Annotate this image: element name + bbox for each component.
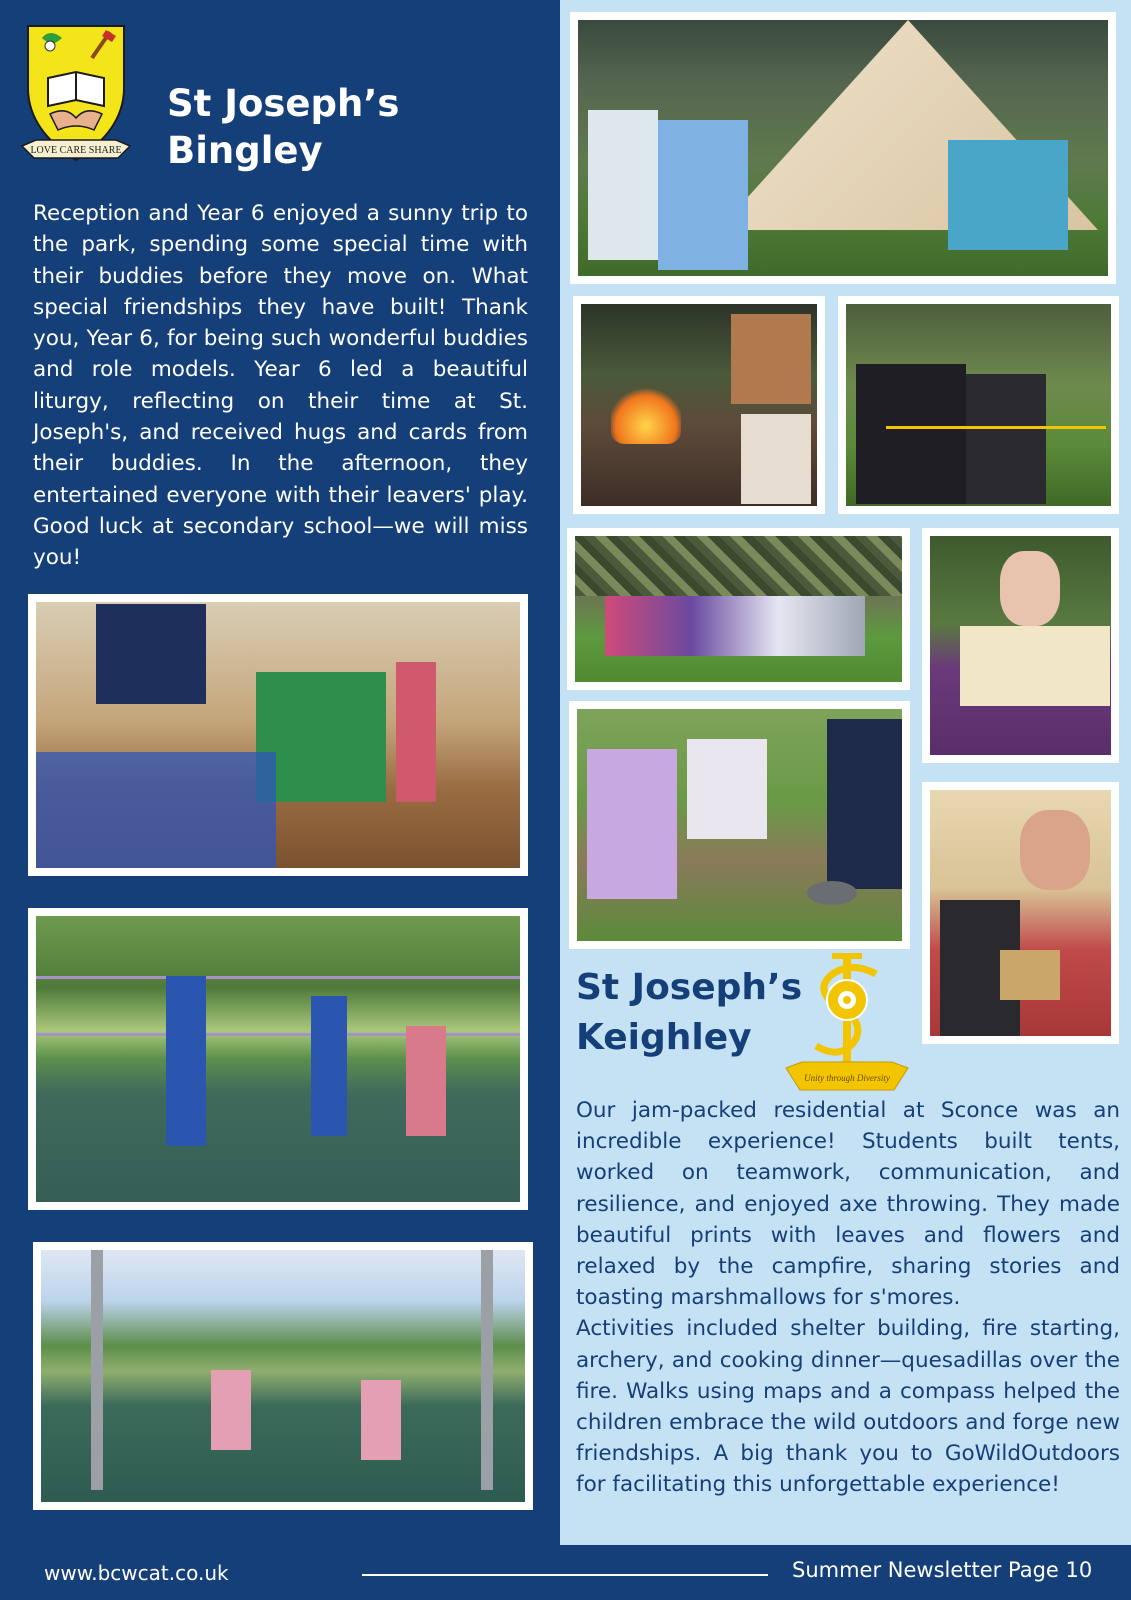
keighley-body-text [576,1095,1120,1501]
photo-liturgy-hall [28,594,528,876]
keighley-title [576,963,806,1063]
photo-tent-group [570,12,1116,284]
photo-leaf-print [922,528,1119,763]
photo-archery [838,296,1119,514]
keighley-title-line2: Keighley [576,1017,752,1058]
photo-fire-starting [573,296,825,514]
bingley-body-text: Reception and Year 6 enjoyed a sunny trip to the park, spending some special time with their buddies before they move on. What special friendships they have built! Thank you, Year 6, for being such wonderful buddies and role models. Year 6 led a beautiful liturgy, reflecting on their time at St. Joseph's, and received hugs and cards from their buddies. In the afternoon, they entertained everyone with their leavers' play. Good luck at secondary school—we will miss you! [33,201,528,571]
footer-page-label: Summer Newsletter Page 10 [792,1558,1093,1582]
bingley-title-line2: Bingley [167,129,323,172]
keighley-paragraph-1: Our jam-packed residential at Sconce was an incredible experience! Students built tents, worked on teamwork, communication, and resilience, and enjoyed axe throwing. They made beautiful prints with leaves and flowers and relaxed by the campfire, sharing stories and toasting marshmallows for s'mores. [576,1098,1120,1311]
keighley-paragraph-2: Activities included shelter building, fire starting, archery, and cooking dinner—quesadillas over the fire. Walks using maps and a compass helped the children embrace the wild outdoors and forge new friendships. A big thank you to GoWildOutdoors for facilitating this unforgettable experience! [576,1316,1120,1498]
photo-park-playground [28,908,528,1210]
bingley-crest-logo [20,18,132,173]
keighley-crest-logo [780,950,915,1100]
keighley-crest-motto: Unity through Diversity [804,1073,890,1083]
bingley-title-line1: St Joseph’s [167,82,400,125]
footer-website-url[interactable]: www.bcwcat.co.uk [44,1561,229,1585]
crest-motto: LOVE CARE SHARE [30,145,122,156]
photo-fire-craft [569,701,910,949]
footer-divider [362,1574,768,1576]
photo-fire-demo [922,782,1119,1044]
bingley-title [167,80,467,174]
keighley-title-line1: St Joseph’s [576,967,803,1008]
photo-shelter-building [567,528,910,690]
photo-swings [33,1242,533,1510]
